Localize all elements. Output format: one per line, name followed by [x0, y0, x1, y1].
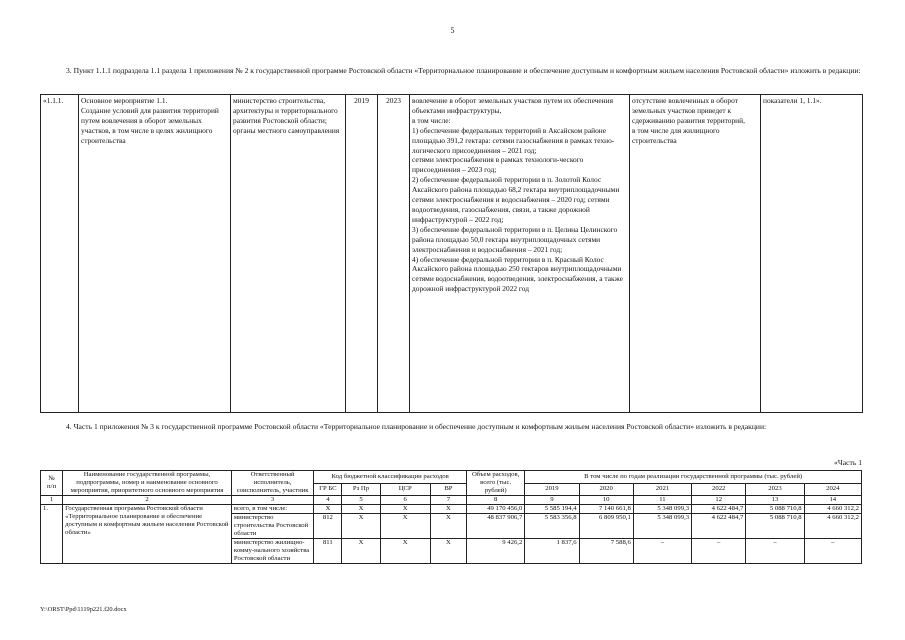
expenses-table [40, 470, 862, 564]
header-total: Объем расходов, всего (тыс. рублей) [467, 471, 525, 496]
row-year-value: 5 348 099,3 [633, 514, 691, 539]
paragraph-3: 3. Пункт 1.1.1 подраздела 1.1 раздела 1 приложения № 2 к государственной программе Ростовской области «Территориальное планирование и обеспечение доступным и комфортным жильем населения Ростовской области» изложить в редакции: [66, 66, 861, 75]
measure-name: Основное мероприятие 1.1. Создание условий для развития территорий путем вовлечения в оборот земельных участков, в том числе в целях жилищного строительства [79, 95, 231, 413]
header-year: 2023 [746, 483, 804, 496]
measure-table [40, 94, 863, 413]
column-number: 12 [692, 496, 746, 505]
column-number: 8 [467, 496, 525, 505]
table-row [41, 505, 862, 514]
header-name: Наименование государственной программы, подпрограммы, номер и наименование основного мероприятия, приоритетного основного мероприятия [63, 471, 232, 496]
header-year: 2024 [804, 483, 861, 496]
row-year-value: 5 348 099,3 [633, 505, 691, 514]
measure-year-start: 2019 [346, 95, 378, 413]
row-rzpr: Х [342, 539, 380, 564]
row-executor: министерство жилищно-комму-нального хозяйства Ростовской области [231, 539, 313, 564]
column-number: 5 [342, 496, 380, 505]
row-year-value: 5 088 710,8 [746, 514, 804, 539]
row-csr: Х [380, 514, 430, 539]
measure-year-end: 2023 [378, 95, 410, 413]
row-vr: Х [430, 539, 466, 564]
column-number: 1 [41, 496, 63, 505]
header-year: 2020 [579, 483, 633, 496]
measure-consequences: отсутствие вовлеченных в оборот земельных участков приведет к сдерживанию развития территорий, в том числе для жилищного строительства [630, 95, 761, 413]
row-rzpr: Х [342, 514, 380, 539]
row-csr: Х [380, 505, 430, 514]
row-grbs: 812 [314, 514, 342, 539]
header-year: 2019 [525, 483, 579, 496]
row-year-value: 5 088 710,8 [746, 505, 804, 514]
row-year-value: 4 660 312,2 [804, 514, 861, 539]
header-year: 2022 [692, 483, 746, 496]
row-year-value: 4 660 312,2 [804, 505, 861, 514]
header-year: 2021 [633, 483, 691, 496]
column-number: 11 [633, 496, 691, 505]
column-number: 10 [579, 496, 633, 505]
part-label: «Часть 1 [834, 458, 862, 467]
paragraph-4: 4. Часть 1 приложения № 3 к государственной программе Ростовской области «Территориальное планирование и обеспечение доступным и комфортным жильем населения Ростовской области» изложить в редакции: [66, 422, 767, 431]
header-rzpr: Рз Пр [342, 483, 380, 496]
row-year-value: 6 809 950,1 [579, 514, 633, 539]
column-number: 2 [63, 496, 232, 505]
row-rzpr: Х [342, 505, 380, 514]
row-year-value: 4 622 484,7 [692, 505, 746, 514]
file-path-footer: Y:\ORST\Ppd\1119p221.f20.docx [40, 606, 127, 613]
column-number: 4 [314, 496, 342, 505]
row-number: 1. [41, 505, 63, 564]
column-number: 14 [804, 496, 861, 505]
page-number: 5 [450, 26, 455, 35]
column-numbers-row [41, 496, 862, 505]
row-grbs: Х [314, 505, 342, 514]
row-year-value: 7 140 661,8 [579, 505, 633, 514]
row-year-value: – [746, 539, 804, 564]
column-number: 9 [525, 496, 579, 505]
row-grbs: 811 [314, 539, 342, 564]
header-budget-code: Код бюджетной классификации расходов [314, 471, 467, 484]
row-csr: Х [380, 539, 430, 564]
row-total: 9 426,2 [467, 539, 525, 564]
row-total: 49 170 456,0 [467, 505, 525, 514]
column-number: 3 [231, 496, 313, 505]
row-executor: всего, в том числе: [231, 505, 313, 514]
row-year-value: – [633, 539, 691, 564]
row-total: 48 837 906,7 [467, 514, 525, 539]
row-year-value: 1 837,6 [525, 539, 579, 564]
measure-number: «1.1.1. [41, 95, 79, 413]
header-executor: Ответственный исполнитель, соисполнитель, участник [231, 471, 313, 496]
row-vr: Х [430, 505, 466, 514]
header-grbs: ГР БС [314, 483, 342, 496]
row-year-value: – [692, 539, 746, 564]
row-year-value: 7 588,6 [579, 539, 633, 564]
program-name: Государственная программа Ростовской области «Территориальное планирование и обеспечение доступным и комфортным жильем населения Ростовской области» [63, 505, 232, 564]
column-number: 13 [746, 496, 804, 505]
header-years: В том числе по годам реализации государственной программы (тыс. рублей) [525, 471, 862, 484]
header-vr: ВР [430, 483, 466, 496]
column-number: 6 [380, 496, 430, 505]
measure-result: вовлечение в оборот земельных участков путем их обеспечения объектами инфраструктуры, в том числе: 1) обеспечение федеральных территорий в Аксайском районе площадью 391,2 гектара: сетями газоснабжения в рамках техно-логического присоединения – 2021 год; сетями электроснабжения в рамках технологи-ческого присоединения – 2023 год; 2) обеспечение федеральной территории в п. Золотой Колос Аксайского района площадью 68,2 гектара внутриплощадочными сетями электроснабжения и водоснабжения – 2020 год; сетями водоотведения, газоснабжения, связи, а также дорожной инфраструктурой – 2022 год; 3) обеспечение федеральной территории в п. Целина Целинского района площадью 50,0 гектара внутриплощадочных сетями электроснабжения и водоснабжения – 2021 год; 4) обеспечение федеральной территории в п. Красный Колос Аксайского района площадью 250 гектаров внутриплощадочными сетями водоснабжения, водоотведения, электроснабжения, а также дорожной инфраструктурой 2022 год [410, 95, 630, 413]
header-number: № п/п [41, 471, 63, 496]
row-year-value: 5 583 356,8 [525, 514, 579, 539]
measure-indicators: показатели 1, 1.1». [761, 95, 863, 413]
row-year-value: 5 585 194,4 [525, 505, 579, 514]
measure-executor: министерство строительства, архитектуры и территориального развития Ростовской области; органы местного самоуправления [231, 95, 346, 413]
row-year-value: – [804, 539, 861, 564]
header-csr: ЦСР [380, 483, 430, 496]
row-executor: министерство строительства Ростовской области [231, 514, 313, 539]
row-vr: Х [430, 514, 466, 539]
column-number: 7 [430, 496, 466, 505]
row-year-value: 4 622 484,7 [692, 514, 746, 539]
